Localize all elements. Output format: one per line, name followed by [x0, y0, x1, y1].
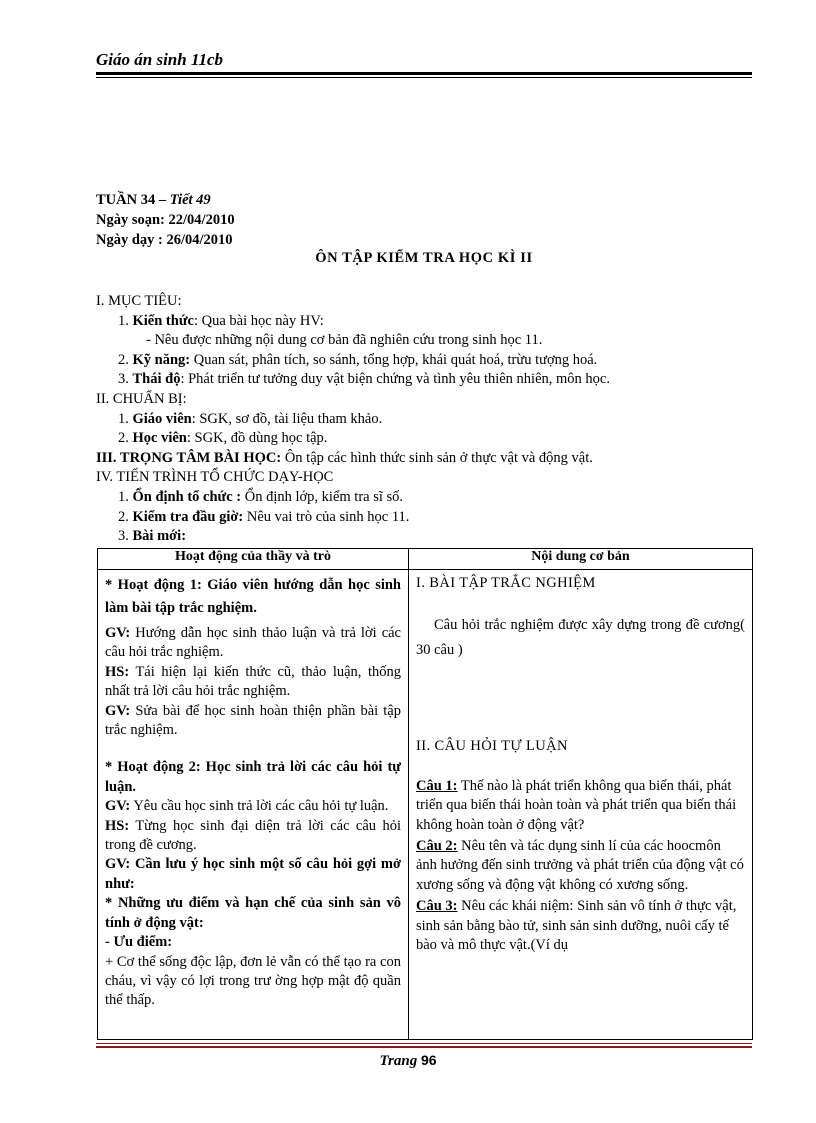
advantages-label: - Ưu điểm: [105, 934, 173, 951]
prep-teacher: 1. Giáo viên: SGK, sơ đồ, tài liệu tham khảo. [118, 410, 383, 427]
header-rule-thin [96, 77, 752, 78]
section-procedure-title: IV. TIẾN TRÌNH TỔ CHỨC DẠY-HỌC [96, 469, 334, 486]
table-row [98, 570, 753, 1040]
part-1-title: I. BÀI TẬP TRẮC NGHIỆM [416, 575, 596, 591]
activity-1-title: * Hoạt động 1: Giáo viên hướng dẫn học sinh làm bài tập trắc nghiệm. [105, 577, 401, 616]
objective-attitude: 3. Thái độ: Phát triển tư tưởng duy vật biện chứng và tình yêu thiên nhiên, môn học. [118, 371, 610, 388]
col-header-content: Nội dung cơ bản [409, 549, 753, 570]
page-footer [0, 1052, 816, 1070]
lesson-sections [96, 292, 752, 547]
activity-2-teacher-note: GV: Cần lưu ý học sinh một số câu hỏi gợi mở như: [105, 856, 401, 892]
activity-2-title: * Hoạt động 2: Học sinh trả lời các câu hỏi tự luận. [105, 759, 401, 795]
content-cell [409, 570, 753, 1040]
teach-date: Ngày dạy : 26/04/2010 [96, 232, 233, 248]
activity-1-student: HS: Tái hiện lại kiến thức cũ, thảo luận, thống nhất trả lời câu hỏi trắc nghiệm. [105, 663, 401, 700]
period-label: Tiết 49 [169, 192, 211, 208]
prep-date: Ngày soạn: 22/04/2010 [96, 212, 235, 228]
question-3: Câu 3: Nêu các khái niệm: Sinh sản vô tính ở thực vật, sinh sản bằng bào tử, sinh sản sinh dưỡng, nuôi cấy tế bào và mô thực vật.(Ví dụ [416, 898, 737, 954]
procedure-step-2: 2. Kiểm tra đầu giờ: Nêu vai trò của sinh học 11. [118, 508, 410, 525]
question-2: Câu 2: Nêu tên và tác dụng sinh lí của các hoocmôn ảnh hưởng đến sinh trưởng và phát triển của động vật có xương sống và động vật không có xương sống. [416, 838, 744, 893]
prep-learner: 2. Học viên: SGK, đồ dùng học tập. [118, 430, 328, 447]
objective-skills: 2. Kỹ năng: Quan sát, phân tích, so sánh, tổng hợp, khái quát hoá, trừu tượng hoá. [118, 351, 598, 368]
section-preparation-title: II. CHUẨN BỊ: [96, 390, 187, 407]
table-header-row [98, 549, 753, 570]
section-focus: III. TRỌNG TÂM BÀI HỌC: Ôn tập các hình thức sinh sản ở thực vật và động vật. [96, 449, 593, 466]
header-rule [96, 72, 752, 75]
week-label: TUẦN 34 [96, 192, 156, 208]
part-2-title: II. CÂU HỎI TỰ LUẬN [416, 738, 568, 755]
page-label: Trang [379, 1053, 418, 1069]
objective-knowledge: 1. Kiến thức: Qua bài học này HV: [118, 312, 324, 329]
activity-2-teacher: GV: Yêu cầu học sinh trả lời các câu hỏi tự luận. [105, 798, 389, 815]
question-1: Câu 1: Thế nào là phát triển không qua biến thái, phát triển qua biến thái hoàn toàn và phát triển qua biến thái không hoàn toàn ở động vật? [416, 777, 737, 833]
page-number: 96 [420, 1052, 437, 1068]
procedure-step-1: 1. Ổn định tổ chức : Ổn định lớp, kiểm tra sĩ số. [118, 488, 404, 505]
activities-cell [98, 570, 409, 1040]
activity-1-teacher-2: GV: Sửa bài để học sinh hoàn thiện phần bài tập trắc nghiệm. [105, 702, 401, 739]
footer-rule [96, 1043, 752, 1044]
activity-2-question: * Những ưu điểm và hạn chế của sinh sản vô tính ở động vật: [105, 895, 401, 931]
objective-knowledge-detail: - Nêu được những nội dung cơ bản đã nghiên cứu trong sinh học 11. [146, 332, 543, 349]
lesson-title: ÔN TẬP KIỂM TRA HỌC KÌ II [315, 250, 533, 266]
document-header-title: Giáo án sinh 11cb [96, 50, 224, 69]
activity-2-student: HS: Từng học sinh đại diện trả lời các câu hỏi trong đề cương. [105, 817, 401, 854]
advantage-item: + Cơ thể sống độc lập, đơn lẻ vẫn có thể tạo ra con cháu, vì vậy có lợi trong trư ờng hợp mật độ quần thể thấp. [105, 953, 401, 1009]
part-1-text: Câu hỏi trắc nghiệm được xây dựng trong đề cương( 30 câu ) [416, 617, 745, 659]
section-objectives-title: I. MỤC TIÊU: [96, 293, 182, 309]
week-period: TUẦN 34 – Tiết 49 [96, 192, 211, 208]
procedure-step-3: 3. Bài mới: [118, 528, 187, 545]
activity-table [97, 548, 753, 1040]
activity-1-teacher: GV: Hướng dẫn học sinh thảo luận và trả lời các câu hỏi trắc nghiệm. [105, 625, 401, 661]
col-header-activities: Hoạt động của thầy và trò [98, 549, 409, 570]
footer-rule-thick [96, 1046, 752, 1048]
